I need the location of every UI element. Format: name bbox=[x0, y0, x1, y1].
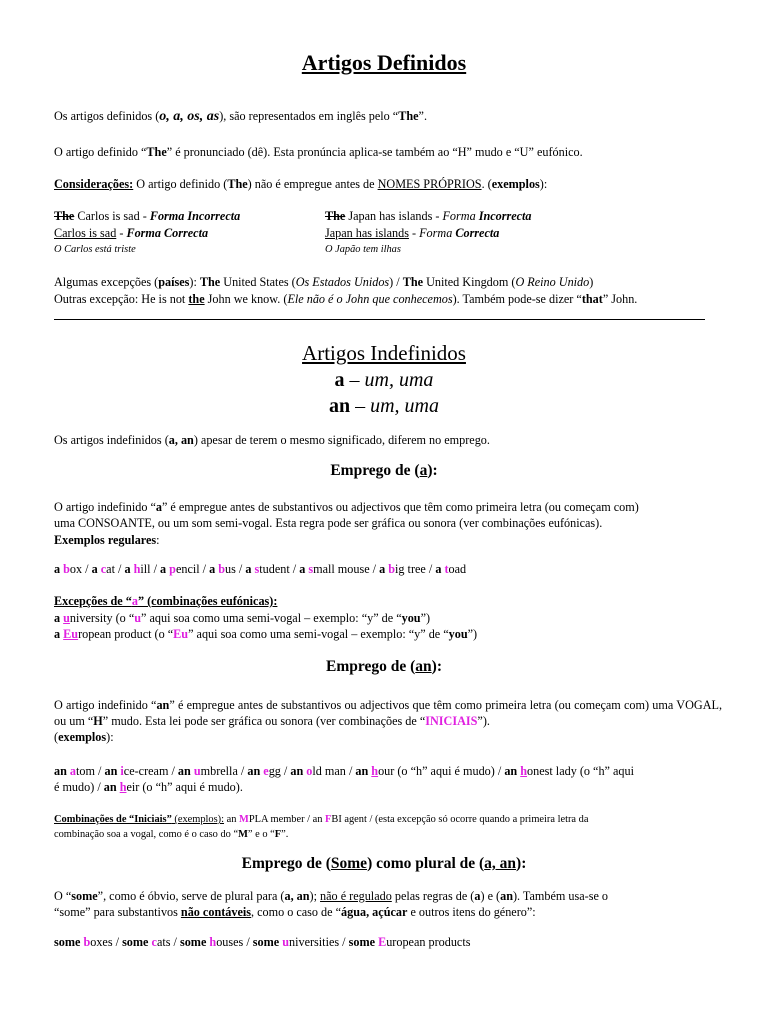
subtitle-an: an – um, uma bbox=[328, 395, 439, 417]
word-rest: mbrella bbox=[200, 764, 238, 778]
initial-letter: h bbox=[520, 764, 528, 778]
separator: / bbox=[82, 562, 92, 576]
exemplos-regulares-label: Exemplos regulares: bbox=[54, 533, 160, 547]
word-rest: encil bbox=[175, 562, 200, 576]
examples-an-list-line1 bbox=[54, 764, 634, 778]
initial-letter: c bbox=[151, 935, 157, 949]
initial-letter: E bbox=[378, 935, 387, 949]
separator: / bbox=[237, 764, 248, 778]
initial-letter: h bbox=[371, 764, 379, 778]
example-correct-carlos: Carlos is sad - Forma Correcta bbox=[54, 226, 209, 240]
separator: / bbox=[369, 562, 380, 576]
iniciais-line2: combinação soa a vogal, como é o caso do “M” e o “F”. bbox=[54, 829, 289, 840]
word-rest: tudent bbox=[259, 562, 290, 576]
article: a bbox=[91, 562, 101, 576]
translation-carlos: O Carlos está triste bbox=[54, 244, 136, 255]
article: some bbox=[179, 935, 210, 949]
article: a bbox=[160, 562, 170, 576]
separator: / bbox=[345, 764, 356, 778]
article: a bbox=[379, 562, 389, 576]
initial-letter: b bbox=[218, 562, 226, 576]
example-correct-japan: Japan has islands - Forma Correcta bbox=[325, 226, 500, 240]
initial-letter: p bbox=[169, 562, 176, 576]
article: an bbox=[104, 764, 121, 778]
word-rest: our (o “h” aqui é mudo) bbox=[378, 764, 495, 778]
article: some bbox=[54, 935, 84, 949]
section-divider bbox=[54, 319, 705, 320]
examples-an-list-line2: é mudo) / an heir (o “h” aqui é mudo). bbox=[54, 780, 243, 794]
article: a bbox=[245, 562, 255, 576]
article: some bbox=[252, 935, 283, 949]
article: some bbox=[122, 935, 152, 949]
word-rest: mall mouse bbox=[313, 562, 370, 576]
title-artigos-indefinidos: Artigos Indefinidos bbox=[302, 341, 466, 365]
exception-university: a university (o “u” aqui soa como uma semi-vogal – exemplo: “y” de “you”) bbox=[54, 611, 431, 625]
separator: / bbox=[243, 935, 253, 949]
outras-excecoes: Outras excepção: He is not the John we know. (Ele não é o John que conhecemos). Também pode-se dizer “that” John. bbox=[54, 292, 638, 306]
article: an bbox=[177, 764, 194, 778]
initial-letter: t bbox=[444, 562, 449, 576]
article: an bbox=[54, 764, 70, 778]
word-rest: ats bbox=[156, 935, 171, 949]
word-rest: ill bbox=[140, 562, 151, 576]
pronuncia-paragraph: O artigo definido “The” é pronunciado (dê). Esta pronúncia aplica-se também ao “H” mudo e “U” eufónico. bbox=[54, 145, 583, 159]
article: an bbox=[355, 764, 372, 778]
initial-letter: b bbox=[63, 562, 70, 576]
separator: / bbox=[170, 935, 180, 949]
word-rest: at bbox=[106, 562, 115, 576]
word-rest: gg bbox=[268, 764, 281, 778]
initial-letter: h bbox=[209, 935, 217, 949]
paragraph-some: O “some”, como é óbvio, serve de plural para (a, an); não é regulado pelas regras de (a) e (an). Também usa-se o “some” para substantivos não contáveis, como o caso de “água, açúcar e outros itens do género”: bbox=[54, 889, 609, 919]
translation-japan: O Japão tem ilhas bbox=[325, 244, 401, 255]
article: a bbox=[124, 562, 134, 576]
heading-emprego-some: Emprego de (Some) como plural de (a, an): bbox=[241, 855, 527, 872]
separator: / bbox=[494, 764, 505, 778]
title-artigos-definidos: Artigos Definidos bbox=[301, 50, 467, 75]
word-rest: uropean products bbox=[386, 935, 471, 949]
initial-letter: h bbox=[133, 562, 141, 576]
separator: / bbox=[339, 935, 349, 949]
consideracoes-paragraph: Considerações: O artigo definido (The) não é empregue antes de NOMES PRÓPRIOS. (exemplos): bbox=[54, 177, 548, 191]
word-rest: ld man bbox=[312, 764, 346, 778]
article: an bbox=[504, 764, 521, 778]
article: an bbox=[290, 764, 307, 778]
intro-definidos: Os artigos definidos (o, a, os, as), são representados em inglês pelo “The”. bbox=[54, 109, 428, 124]
word-rest: niversities bbox=[289, 935, 340, 949]
initial-letter: s bbox=[308, 562, 314, 576]
word-rest: oxes bbox=[90, 935, 113, 949]
excecoes-paises: Algumas excepções (países): The United States (Os Estados Unidos) / The United Kingdom (O Reino Unido) bbox=[54, 275, 594, 289]
examples-a-list bbox=[54, 562, 466, 576]
initial-letter: a bbox=[69, 764, 77, 778]
initial-letter: u bbox=[282, 935, 290, 949]
paragraph-a-line2: uma CONSOANTE, ou um som semi-vogal. Esta regra pode ser gráfica ou sonora (ver combinações eufónicas). bbox=[54, 516, 603, 530]
separator: / bbox=[94, 764, 105, 778]
separator: / bbox=[289, 562, 300, 576]
word-rest: us bbox=[225, 562, 236, 576]
paragraph-a-line1: O artigo indefinido “a” é empregue antes de substantivos ou adjectivos que têm como primeira letra (ou começam com) bbox=[54, 500, 639, 514]
article: a bbox=[54, 562, 64, 576]
article: a bbox=[299, 562, 309, 576]
heading-excecoes-a: Excepções de “a” (combinações eufónicas): bbox=[54, 594, 278, 608]
separator: / bbox=[280, 764, 291, 778]
article: a bbox=[209, 562, 219, 576]
word-rest: ce-cream bbox=[123, 764, 169, 778]
initial-letter: b bbox=[83, 935, 91, 949]
article: some bbox=[348, 935, 379, 949]
separator: / bbox=[114, 562, 125, 576]
initial-letter: e bbox=[263, 764, 269, 778]
word-rest: ig tree bbox=[395, 562, 426, 576]
separator: / bbox=[150, 562, 161, 576]
example-incorrect-carlos: The Carlos is sad - Forma Incorrecta bbox=[54, 209, 241, 223]
article: an bbox=[247, 764, 264, 778]
initial-letter: b bbox=[388, 562, 396, 576]
exception-european: a European product (o “Eu” aqui soa como uma semi-vogal – exemplo: “y” de “you”) bbox=[54, 627, 478, 641]
iniciais-line1: Combinações de “Iniciais” (exemplos): an MPLA member / an FBI agent / (esta excepção só ocorre quando a primeira letra da bbox=[54, 814, 589, 825]
indefinidos-intro: Os artigos indefinidos (a, an) apesar de terem o mesmo significado, diferem no emprego. bbox=[54, 433, 490, 447]
separator: / bbox=[199, 562, 210, 576]
initial-letter: o bbox=[306, 764, 313, 778]
heading-emprego-an: Emprego de (an): bbox=[326, 658, 442, 675]
word-rest: tom bbox=[76, 764, 95, 778]
word-rest: ouses bbox=[216, 935, 244, 949]
initial-letter: i bbox=[120, 764, 124, 778]
separator: / bbox=[112, 935, 123, 949]
word-rest: onest lady (o “h” aqui bbox=[527, 764, 634, 778]
paragraph-an: O artigo indefinido “an” é empregue antes de substantivos ou adjectivos que têm como primeira letra (ou começam com) uma VOGAL, ou um “H” mudo. Esta lei pode ser gráfica ou sonora (ver combinações de “INICIAIS”). (exemplos): bbox=[54, 698, 722, 744]
example-incorrect-japan: The Japan has islands - Forma Incorrecta bbox=[325, 209, 532, 223]
separator: / bbox=[425, 562, 436, 576]
article: a bbox=[435, 562, 445, 576]
heading-emprego-a: Emprego de (a): bbox=[330, 462, 438, 479]
word-rest: ox bbox=[69, 562, 83, 576]
initial-letter: c bbox=[100, 562, 107, 576]
initial-letter: u bbox=[193, 764, 201, 778]
subtitle-a: a – um, uma bbox=[334, 369, 434, 391]
separator: / bbox=[235, 562, 246, 576]
examples-some-list bbox=[54, 935, 470, 949]
initial-letter: s bbox=[254, 562, 260, 576]
separator: / bbox=[168, 764, 178, 778]
word-rest: oad bbox=[448, 562, 467, 576]
